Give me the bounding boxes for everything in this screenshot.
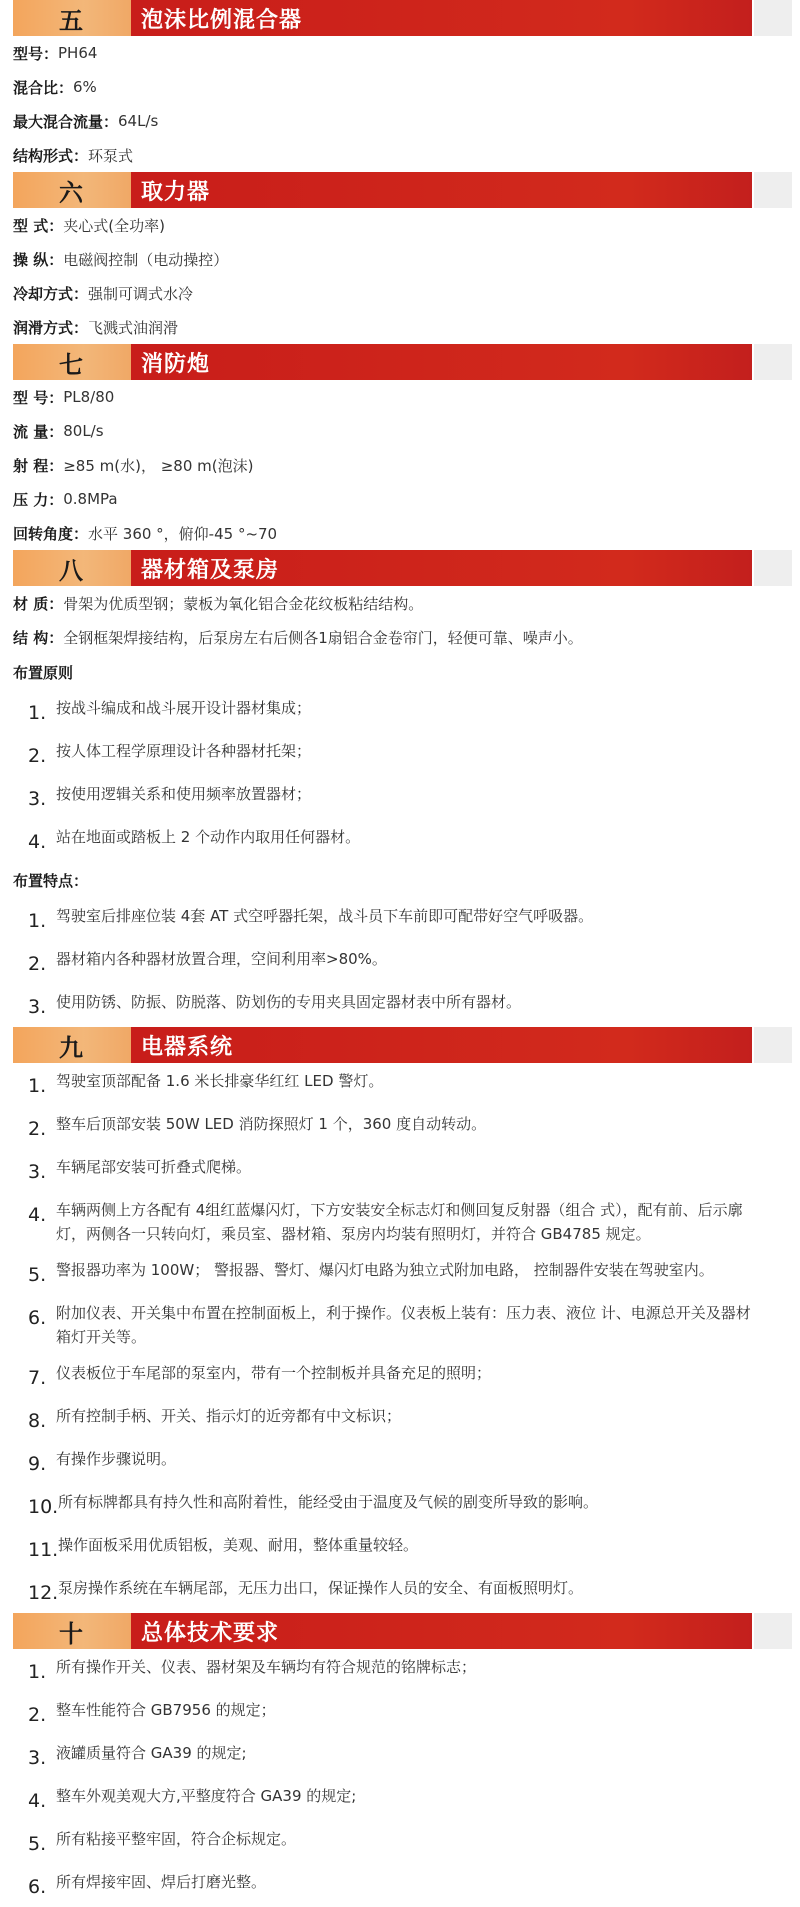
list-item-text: 附加仪表、开关集中布置在控制面板上，利于操作。仪表板上装有：压力表、液位 计、电源总开关及器材箱灯开关等。 bbox=[56, 1304, 751, 1346]
list-item-text: 所有粘接平整牢固，符合企标规定。 bbox=[56, 1830, 297, 1848]
numbered-list bbox=[0, 1063, 800, 1613]
list-item bbox=[28, 819, 760, 862]
list-item bbox=[28, 1527, 760, 1570]
list-item-text: 所有标牌都具有持久性和高附着性，能经受由于温度及气候的剧变所导致的影响。 bbox=[58, 1493, 599, 1511]
spec-label: 最大混合流量： bbox=[13, 112, 119, 131]
list-item-number: 3. bbox=[28, 1747, 47, 1769]
header-tail-block bbox=[754, 172, 792, 208]
spec-list bbox=[0, 36, 800, 172]
spec-label: 流 量： bbox=[13, 422, 64, 441]
list-item bbox=[28, 984, 760, 1027]
spec-label: 润滑方式： bbox=[13, 318, 89, 337]
list-item-number: 3. bbox=[28, 788, 47, 810]
list-item bbox=[28, 1649, 760, 1692]
spec-row bbox=[13, 104, 800, 138]
spec-row bbox=[13, 138, 800, 172]
list-item-text: 器材箱内各种器材放置合理，空间利用率>80%。 bbox=[56, 950, 387, 968]
section bbox=[0, 0, 800, 172]
section-header bbox=[13, 1613, 752, 1649]
numbered-list bbox=[0, 1649, 800, 1907]
list-item-text: 泵房操作系统在车辆尾部，无压力出口，保证操作人员的安全、有面板照明灯。 bbox=[58, 1579, 584, 1597]
list-item-text: 操作面板采用优质铝板，美观、耐用，整体重量较轻。 bbox=[58, 1536, 419, 1554]
list-item bbox=[28, 1821, 760, 1864]
list-item-text: 有操作步骤说明。 bbox=[56, 1450, 177, 1468]
list-item-text: 按使用逻辑关系和使用频率放置器材； bbox=[56, 785, 312, 803]
list-item-number: 5. bbox=[28, 1833, 47, 1855]
group-title: 布置特点： bbox=[13, 871, 89, 890]
numbered-list bbox=[0, 898, 800, 1027]
spec-label: 型号： bbox=[13, 44, 59, 63]
list-item-number: 11. bbox=[28, 1539, 59, 1561]
spec-row bbox=[13, 208, 800, 242]
spec-label: 冷却方式： bbox=[13, 284, 89, 303]
section-title: 泡沫比例混合器 bbox=[131, 0, 752, 36]
section-title: 电器系统 bbox=[131, 1027, 752, 1063]
list-item-number: 6. bbox=[28, 1876, 47, 1898]
list-item bbox=[28, 1692, 760, 1735]
list-item bbox=[28, 898, 760, 941]
list-item-text: 警报器功率为 100W； 警报器、警灯、爆闪灯电路为独立式附加电路， 控制器件安装在驾驶室内。 bbox=[56, 1261, 714, 1279]
spec-value: 飞溅式油润滑 bbox=[88, 318, 179, 337]
spec-row bbox=[13, 242, 800, 276]
spec-value: 夹心式(全功率) bbox=[63, 216, 165, 235]
list-item-text: 整车性能符合 GB7956 的规定； bbox=[56, 1701, 276, 1719]
list-item-text: 液罐质量符合 GA39 的规定; bbox=[56, 1744, 247, 1762]
spec-row bbox=[13, 70, 800, 104]
list-item bbox=[28, 1398, 760, 1441]
list-item-number: 12. bbox=[28, 1582, 59, 1604]
list-item bbox=[28, 1570, 760, 1613]
section bbox=[0, 1027, 800, 1613]
list-item-text: 站在地面或踏板上 2 个动作内取用任何器材。 bbox=[56, 828, 361, 846]
spec-label: 材 质： bbox=[13, 594, 64, 613]
spec-list bbox=[0, 586, 800, 654]
list-item-text: 按人体工程学原理设计各种器材托架； bbox=[56, 742, 312, 760]
spec-row bbox=[13, 310, 800, 344]
list-item-text: 所有操作开关、仪表、器材架及车辆均有符合规范的铭牌标志； bbox=[56, 1658, 477, 1676]
spec-value: 6% bbox=[73, 78, 97, 96]
spec-value: 0.8MPa bbox=[63, 490, 118, 508]
section-number: 十 bbox=[13, 1613, 131, 1649]
list-item-text: 车辆尾部安装可折叠式爬梯。 bbox=[56, 1158, 252, 1176]
section-number: 六 bbox=[13, 172, 131, 208]
list-item-number: 6. bbox=[28, 1307, 47, 1329]
spec-row bbox=[13, 414, 800, 448]
section bbox=[0, 1613, 800, 1907]
list-item bbox=[28, 690, 760, 733]
spec-label: 结 构： bbox=[13, 628, 64, 647]
section-title: 总体技术要求 bbox=[131, 1613, 752, 1649]
spec-row bbox=[13, 516, 800, 550]
group-title: 布置原则 bbox=[13, 663, 74, 682]
spec-row bbox=[13, 586, 800, 620]
spec-row bbox=[13, 36, 800, 70]
header-tail-block bbox=[754, 1027, 792, 1063]
list-item-number: 1. bbox=[28, 1661, 47, 1683]
list-item-number: 4. bbox=[28, 1790, 47, 1812]
spec-label: 射 程： bbox=[13, 456, 64, 475]
list-item-number: 8. bbox=[28, 1410, 47, 1432]
section-header bbox=[13, 0, 752, 36]
section-header bbox=[13, 550, 752, 586]
spec-value: PL8/80 bbox=[63, 388, 115, 406]
spec-value: 80L/s bbox=[63, 422, 104, 440]
spec-value: 强制可调式水冷 bbox=[88, 284, 194, 303]
section-header bbox=[13, 172, 752, 208]
list-item-number: 2. bbox=[28, 1704, 47, 1726]
spec-row bbox=[13, 448, 800, 482]
spec-value: 电磁阀控制（电动操控） bbox=[63, 250, 229, 269]
list-item-number: 2. bbox=[28, 745, 47, 767]
section-title: 取力器 bbox=[131, 172, 752, 208]
list-item bbox=[28, 1106, 760, 1149]
list-item bbox=[28, 1778, 760, 1821]
list-item-number: 4. bbox=[28, 1204, 47, 1226]
list-item bbox=[28, 1484, 760, 1527]
list-item-text: 驾驶室后排座位装 4套 AT 式空呼器托架，战斗员下车前即可配带好空气呼吸器。 bbox=[56, 907, 594, 925]
list-item-number: 5. bbox=[28, 1264, 47, 1286]
section-title: 器材箱及泵房 bbox=[131, 550, 752, 586]
header-tail-block bbox=[754, 0, 792, 36]
list-item-number: 1. bbox=[28, 910, 47, 932]
spec-label: 混合比： bbox=[13, 78, 74, 97]
list-item-text: 所有焊接牢固、焊后打磨光整。 bbox=[56, 1873, 267, 1891]
spec-value: PH64 bbox=[58, 44, 98, 62]
spec-value: 骨架为优质型钢；蒙板为氧化铝合金花纹板粘结结构。 bbox=[63, 594, 424, 613]
spec-row bbox=[13, 482, 800, 516]
list-item-number: 3. bbox=[28, 1161, 47, 1183]
list-item-number: 7. bbox=[28, 1367, 47, 1389]
section-number: 七 bbox=[13, 344, 131, 380]
list-item-number: 2. bbox=[28, 1118, 47, 1140]
list-item bbox=[28, 941, 760, 984]
section-title: 消防炮 bbox=[131, 344, 752, 380]
list-item-number: 1. bbox=[28, 1075, 47, 1097]
header-tail-block bbox=[754, 344, 792, 380]
section-number: 九 bbox=[13, 1027, 131, 1063]
list-item-text: 整车后顶部安装 50W LED 消防探照灯 1 个，360 度自动转动。 bbox=[56, 1115, 487, 1133]
list-item-text: 使用防锈、防振、防脱落、防划伤的专用夹具固定器材表中所有器材。 bbox=[56, 993, 522, 1011]
spec-label: 型 式： bbox=[13, 216, 64, 235]
list-item-number: 10. bbox=[28, 1496, 59, 1518]
spec-label: 回转角度： bbox=[13, 524, 89, 543]
list-item bbox=[28, 1063, 760, 1106]
section-number: 五 bbox=[13, 0, 131, 36]
spec-label: 型 号： bbox=[13, 388, 64, 407]
list-item-number: 4. bbox=[28, 831, 47, 853]
list-item-number: 2. bbox=[28, 953, 47, 975]
spec-row bbox=[13, 380, 800, 414]
spec-value: ≥85 m(水)， ≥80 m(泡沫) bbox=[63, 456, 254, 475]
list-item-text: 按战斗编成和战斗展开设计器材集成； bbox=[56, 699, 312, 717]
header-tail-block bbox=[754, 1613, 792, 1649]
list-item bbox=[28, 1355, 760, 1398]
list-item bbox=[28, 1295, 760, 1355]
list-item-text: 所有控制手柄、开关、指示灯的近旁都有中文标识； bbox=[56, 1407, 402, 1425]
spec-row bbox=[13, 620, 800, 654]
list-item bbox=[28, 776, 760, 819]
list-item-text: 车辆两侧上方各配有 4组红蓝爆闪灯，下方安装安全标志灯和侧回复反射器（组合 式），配有前、后示廓灯，两侧各一只转向灯，乘员室、器材箱、泵房内均装有照明灯，并符合 GB4785 规定。 bbox=[56, 1201, 743, 1243]
section bbox=[0, 550, 800, 1027]
list-item bbox=[28, 733, 760, 776]
spec-list bbox=[0, 208, 800, 344]
list-item-text: 仪表板位于车尾部的泵室内，带有一个控制板并具备充足的照明； bbox=[56, 1364, 492, 1382]
section bbox=[0, 172, 800, 344]
spec-value: 水平 360 °，俯仰-45 °~70 bbox=[88, 524, 278, 543]
spec-value: 环泵式 bbox=[88, 146, 134, 165]
spec-list bbox=[0, 380, 800, 550]
list-item bbox=[28, 1192, 760, 1252]
list-item bbox=[28, 1735, 760, 1778]
list-item-number: 3. bbox=[28, 996, 47, 1018]
list-item bbox=[28, 1441, 760, 1484]
section-header bbox=[13, 344, 752, 380]
spec-value: 64L/s bbox=[118, 112, 159, 130]
spec-row bbox=[13, 276, 800, 310]
numbered-list bbox=[0, 690, 800, 862]
list-item-number: 9. bbox=[28, 1453, 47, 1475]
section-header bbox=[13, 1027, 752, 1063]
header-tail-block bbox=[754, 550, 792, 586]
spec-label: 压 力： bbox=[13, 490, 64, 509]
list-item-text: 驾驶室顶部配备 1.6 米长排豪华红红 LED 警灯。 bbox=[56, 1072, 384, 1090]
list-item-text: 整车外观美观大方,平整度符合 GA39 的规定; bbox=[56, 1787, 357, 1805]
spec-label: 结构形式： bbox=[13, 146, 89, 165]
list-item-number: 1. bbox=[28, 702, 47, 724]
spec-value: 全钢框架焊接结构，后泵房左右后侧各1扇铝合金卷帘门，轻便可靠、噪声小。 bbox=[63, 628, 583, 647]
list-item bbox=[28, 1864, 760, 1907]
section bbox=[0, 344, 800, 550]
list-item bbox=[28, 1252, 760, 1295]
spec-label: 操 纵： bbox=[13, 250, 64, 269]
list-item bbox=[28, 1149, 760, 1192]
section-number: 八 bbox=[13, 550, 131, 586]
